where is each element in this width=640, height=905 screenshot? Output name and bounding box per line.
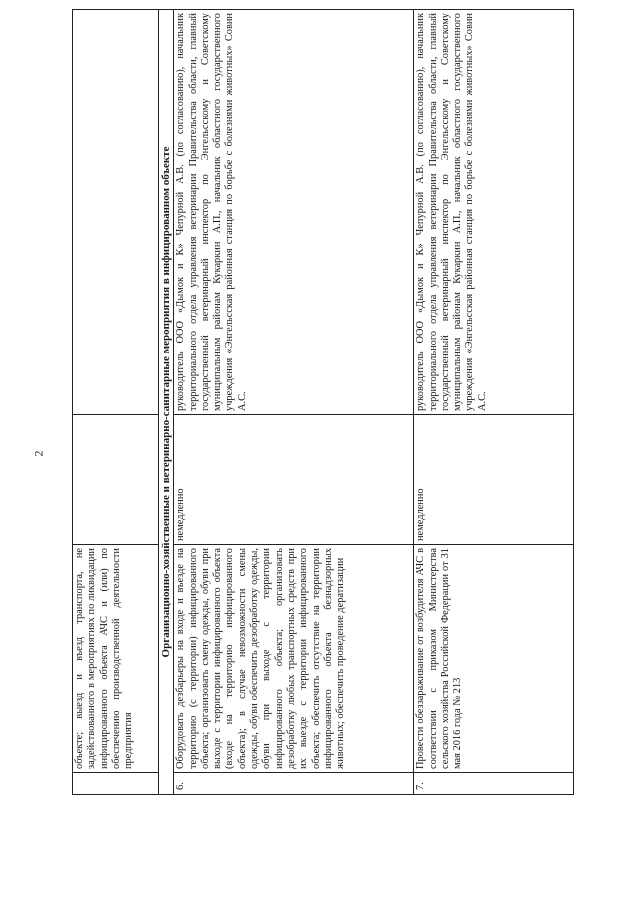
measures-table [72,9,574,795]
action-cell: Провести обеззараживание от возбудителя АЧС в соответствии с приказом Министерства сельского хозяйства Российской Федерации от 31 мая 2016 года № 213 [414,545,574,773]
num-cell: 6. [174,773,414,795]
action-cell: объекте; выезд и въезд транспорта, не задействованного в мероприятиях по ликвидации инфицированного объекта АЧС и (или) по обеспечению производственной деятельности предприятия [73,545,159,773]
responsible-cell: руководитель ООО «Дымок и К» Чепурной А.В. (по согласованию), начальник территориального отдела управления ветеринарии Правительства области, главный государственный ветеринарный инспектор по Энгельсскому и Советскому муниципальным районам Кукаркин А.П., начальник областного государственного учреждения «Энгельсская районная станция по борьбе с болезнями животных» Совин А.С. [174,10,414,415]
table-row [73,10,159,795]
term-cell: немедленно [414,415,574,545]
section-row [159,10,174,795]
table-row [174,10,414,795]
section-title: Организационно-хозяйственные и ветеринарно-санитарные мероприятия в инфицированном объекте [159,10,174,795]
table-row [414,10,574,795]
term-cell: немедленно [174,415,414,545]
num-cell: 7. [414,773,574,795]
page-number: 2 [31,450,46,457]
term-cell [73,415,159,545]
num-cell [73,773,159,795]
document-page [72,10,584,795]
rotated-table-container [72,10,584,795]
responsible-cell: руководитель ООО «Дымок и К» Чепурной А.В. (по согласованию), начальник территориального отдела управления ветеринарии Правительства области, главный государственный ветеринарный инспектор по Энгельсскому и Советскому муниципальным районам Кукаркин А.П., начальник областного государственного учреждения «Энгельсская районная станция по борьбе с болезнями животных» Совин А.С. [414,10,574,415]
responsible-cell [73,10,159,415]
action-cell: Оборудовать дезбарьеры на входе и въезде на территорию (с территории) инфицированного объекта; организовать смену одежды, обуви при выходе с территории инфицированного объекта (входе на территорию инфицированного объекта); в случае невозможности смены одежды, обуви обеспечить дезобработку одежды, обуви при выходе с территории инфицированного объекта; организовать дезобработку любых транспортных средств при их выезде с территории инфицированного объекта; обеспечить отсутствие на территории инфицированного объекта безнадзорных животных; обеспечить проведение дератизации [174,545,414,773]
